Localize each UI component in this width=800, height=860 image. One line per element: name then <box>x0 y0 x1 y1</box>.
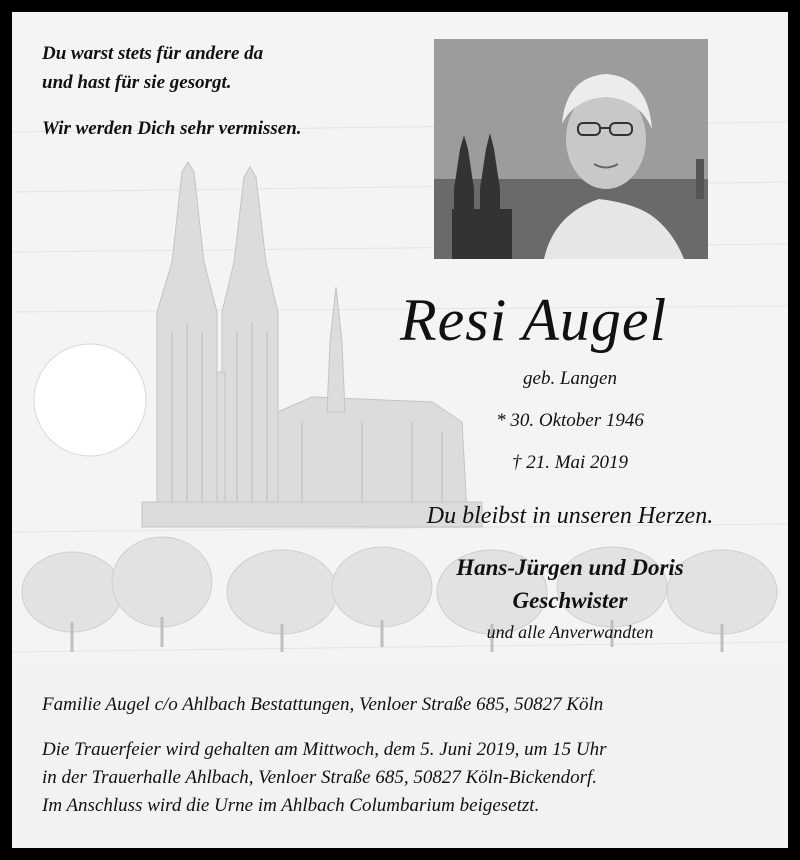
mourners-line: Hans-Jürgen und Doris <box>456 555 684 580</box>
moon-shape <box>34 344 146 456</box>
mourners-line: und alle Anverwandten <box>486 622 654 642</box>
mourners-line: Geschwister <box>512 588 628 613</box>
birth-name: geb. Langen <box>523 368 617 389</box>
farewell-text: Du bleibst in unseren Herzen. <box>426 503 714 529</box>
ceremony-line: Im Anschluss wird die Urne im Ahlbach Columbarium beigesetzt. <box>42 795 540 816</box>
portrait-photo <box>434 39 708 259</box>
ceremony-line: Die Trauerfeier wird gehalten am Mittwoch, dem 5. Juni 2019, um 15 Uhr <box>42 739 607 760</box>
motto-line: Du warst stets für andere da <box>42 43 264 64</box>
motto-line: Wir werden Dich sehr vermissen. <box>42 118 302 139</box>
death-date: † 21. Mai 2019 <box>511 452 629 473</box>
ceremony-line: in der Trauerhalle Ahlbach, Venloer Straße 685, 50827 Köln-Bickendorf. <box>42 767 597 788</box>
birth-date: * 30. Oktober 1946 <box>496 410 644 431</box>
contact-address: Familie Augel c/o Ahlbach Bestattungen, Venloer Straße 685, 50827 Köln <box>42 694 604 715</box>
motto-line: und hast für sie gesorgt. <box>42 72 232 93</box>
deceased-name: Resi Augel <box>400 287 668 353</box>
